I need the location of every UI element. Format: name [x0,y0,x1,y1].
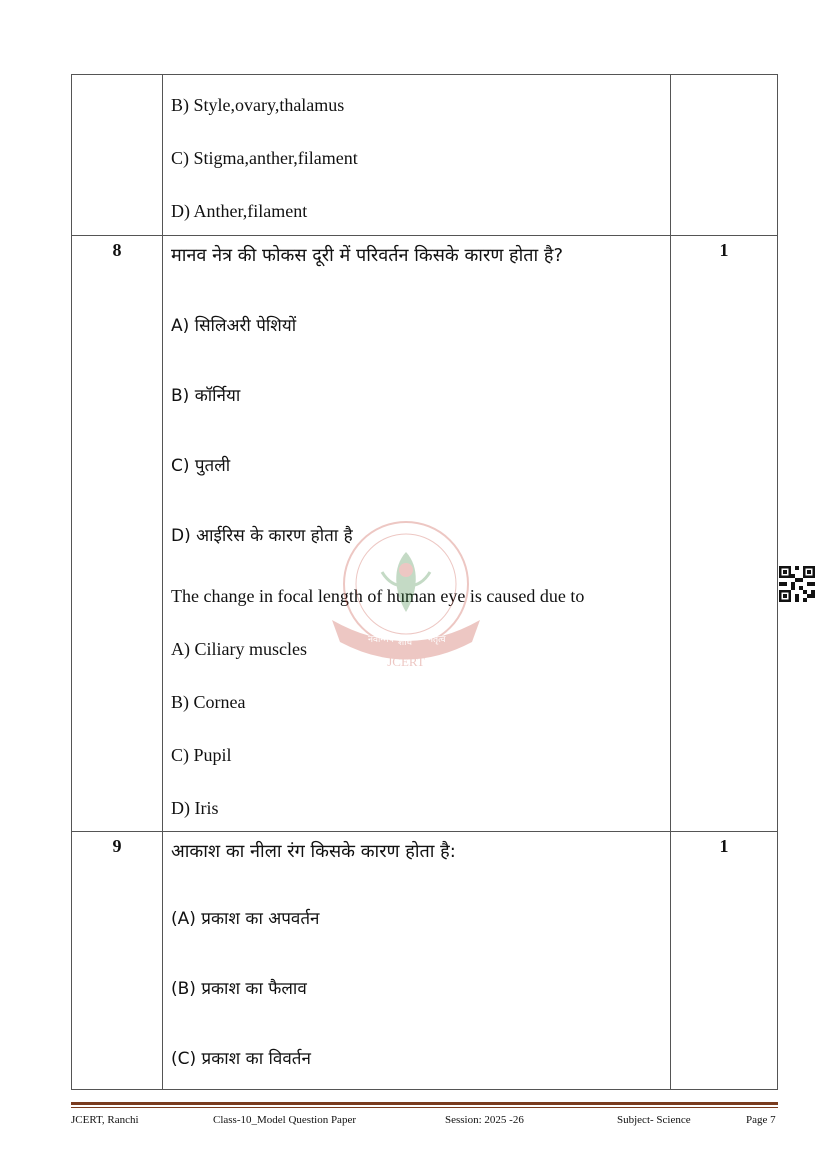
question-marks: 1 [719,836,729,856]
footer-rule [71,1107,778,1108]
footer-org: JCERT, Ranchi [71,1114,139,1126]
question-number: 9 [112,836,122,856]
english-option-a: A) Ciliary muscles [171,639,307,659]
table-row [72,236,777,832]
column-divider [162,75,163,1089]
hindi-option-b: B) कॉर्निया [171,386,241,406]
watermark-text-right: नेतृत्व [428,635,446,645]
hindi-option-c: C) पुतली [171,456,231,476]
option-b: B) Style,ovary,thalamus [171,95,345,115]
hindi-option-b: (B) प्रकाश का फैलाव [171,979,307,999]
watermark-text-bottom: JCERT [387,654,425,669]
hindi-question: मानव नेत्र की फोकस दूरी में परिवर्तन किसके कारण होता है? [171,245,564,266]
question-marks: 1 [719,240,729,260]
english-option-b: B) Cornea [171,692,246,712]
question-number: 8 [112,240,122,260]
hindi-option-c: (C) प्रकाश का विवर्तन [171,1049,311,1069]
hindi-question: आकाश का नीला रंग किसके कारण होता है: [171,841,456,862]
question-table [71,74,778,1090]
option-d: D) Anther,filament [171,201,308,221]
column-divider [670,75,671,1089]
footer-session: Session: 2025 -26 [445,1114,524,1126]
hindi-option-d: D) आईरिस के कारण होता है [171,526,353,546]
footer-paper: Class-10_Model Question Paper [213,1114,356,1126]
watermark-text-left: नवोन्मेष [368,635,394,645]
qr-code-icon [779,566,815,602]
english-option-d: D) Iris [171,798,219,818]
hindi-option-a: A) सिलिअरी पेशियों [171,316,297,336]
english-question: The change in focal length of human eye is caused due to [171,586,585,606]
table-row [72,832,777,1091]
english-option-c: C) Pupil [171,745,232,765]
option-c: C) Stigma,anther,filament [171,148,358,168]
watermark-text-mid: शोध [398,638,412,648]
table-row [72,75,777,236]
footer-page-number: Page 7 [746,1114,776,1126]
footer-rule [71,1102,778,1105]
footer-subject: Subject- Science [617,1114,691,1126]
hindi-option-a: (A) प्रकाश का अपवर्तन [171,909,320,929]
